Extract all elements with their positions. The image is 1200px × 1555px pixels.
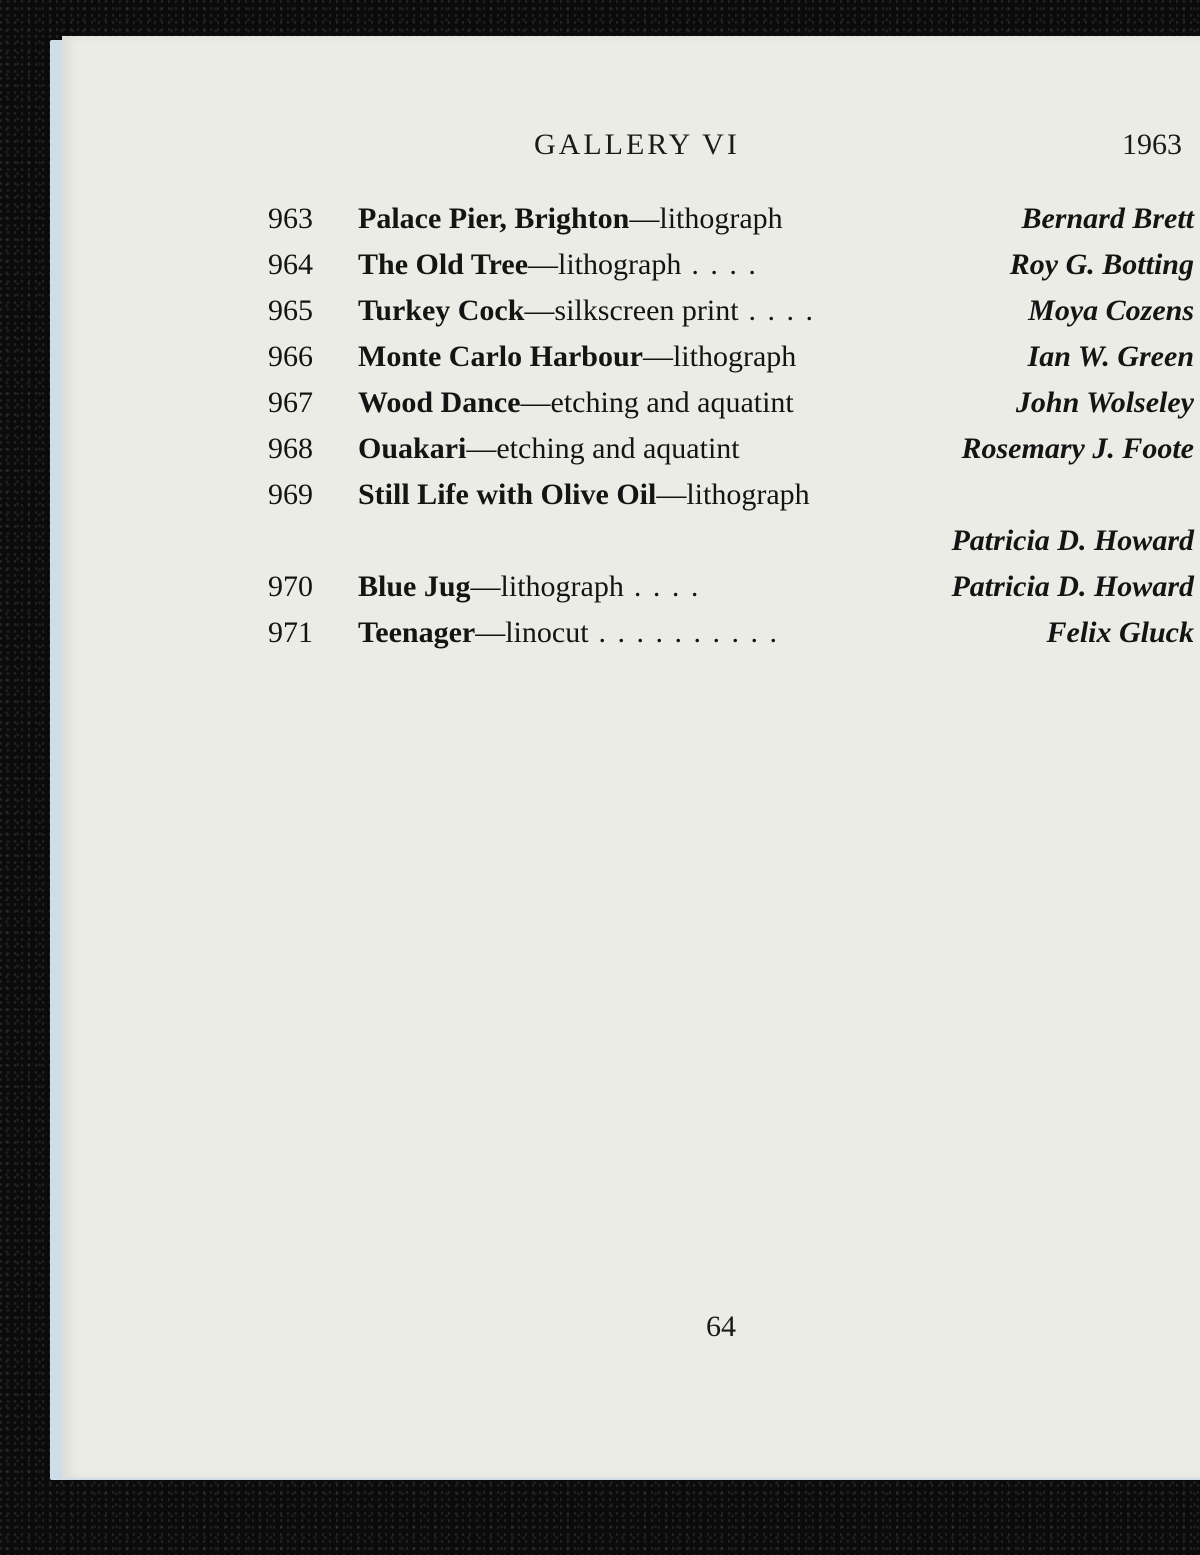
- catalogue-entry: [268, 196, 1194, 242]
- catalogue-entries: [268, 196, 1194, 656]
- entry-artist: John Wolseley: [1015, 386, 1194, 419]
- catalogue-entry: [268, 564, 1194, 610]
- entry-number: 963: [268, 202, 313, 235]
- catalogue-entry: [268, 610, 1194, 656]
- entry-medium: —etching and aquatint: [466, 432, 740, 465]
- entry-title-line: [358, 380, 804, 426]
- entry-number: 965: [268, 294, 313, 327]
- entry-title-line: [358, 196, 793, 242]
- entry-medium: —lithograph: [629, 202, 783, 235]
- leader-dots: . . . .: [633, 570, 701, 603]
- running-head: GALLERY VI: [534, 128, 740, 161]
- entry-title-line: [358, 334, 806, 380]
- entry-number: 969: [268, 478, 313, 511]
- entry-artist: Bernard Brett: [1021, 202, 1194, 235]
- entry-title: Palace Pier, Brighton: [358, 202, 630, 235]
- entry-title-line: [358, 426, 750, 472]
- entry-medium: —lithograph: [642, 340, 797, 373]
- entry-title-line: [358, 472, 820, 518]
- leader-dots: . . . .: [748, 294, 816, 327]
- entry-number: 967: [268, 386, 313, 419]
- entry-title-line: [358, 242, 758, 288]
- entry-artist: Roy G. Botting: [1009, 248, 1194, 281]
- entry-title: Blue Jug: [358, 570, 471, 603]
- entry-medium: —silkscreen print: [524, 294, 739, 327]
- entry-artist: Felix Gluck: [1046, 616, 1194, 649]
- entry-medium: —etching and aquatint: [520, 386, 794, 419]
- entry-title: Teenager: [358, 616, 476, 649]
- entry-title-line: [358, 610, 779, 656]
- leader-dots: . . . .: [691, 248, 758, 281]
- catalogue-entry: [268, 242, 1194, 288]
- entry-number: 964: [268, 248, 313, 281]
- entry-title: Ouakari: [358, 432, 467, 465]
- catalogue-entry: [268, 288, 1194, 334]
- entry-title: Still Life with Olive Oil: [358, 478, 657, 511]
- catalogue-entry: [268, 426, 1194, 472]
- entry-title: Turkey Cock: [358, 294, 525, 327]
- entry-artist: Moya Cozens: [1028, 294, 1194, 327]
- entry-number: 970: [268, 570, 313, 603]
- entry-artist: Ian W. Green: [1027, 340, 1194, 373]
- leader-dots: . . . . . . . . . .: [598, 616, 780, 649]
- entry-artist: Rosemary J. Foote: [961, 432, 1194, 465]
- entry-title: Wood Dance: [358, 386, 521, 419]
- entry-artist: Patricia D. Howard: [951, 570, 1194, 603]
- entry-title: Monte Carlo Harbour: [358, 340, 643, 373]
- catalogue-entry: [268, 472, 1194, 564]
- entry-medium: —lithograph: [470, 570, 624, 603]
- page-number: 64: [706, 1310, 736, 1343]
- catalogue-entry: [268, 334, 1194, 380]
- entry-title: The Old Tree: [358, 248, 529, 281]
- entry-number: 971: [268, 616, 313, 649]
- running-head-number: 1963: [1122, 128, 1182, 161]
- entry-number: 966: [268, 340, 313, 373]
- entry-artist: Patricia D. Howard: [951, 524, 1194, 557]
- entry-medium: —lithograph: [528, 248, 682, 281]
- catalogue-entry: [268, 380, 1194, 426]
- entry-title-line: [358, 564, 700, 610]
- entry-medium: —lithograph: [656, 478, 810, 511]
- entry-number: 968: [268, 432, 313, 465]
- entry-title-line: [358, 288, 815, 334]
- entry-medium: —linocut: [475, 616, 589, 649]
